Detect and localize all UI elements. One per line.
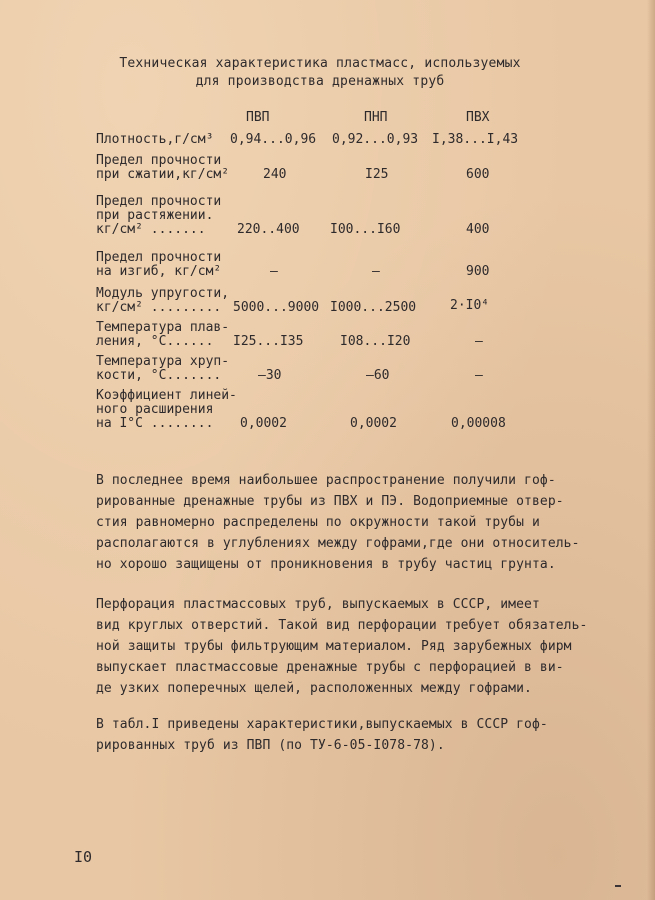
paragraph-2-line-5: де узких поперечных щелей, расположенных между гофрами. — [96, 681, 532, 696]
cell-expansion-pvh: 0,00008 — [451, 416, 506, 431]
cell-bending-pvp: – — [270, 264, 278, 279]
cell-density-pvp: 0,94...0,96 — [230, 132, 317, 147]
table-title-line-1: Техническая характеристика пластмасс, используемых — [119, 56, 521, 71]
row-label-tensile-1: Предел прочности — [96, 194, 222, 209]
row-label-compression-1: Предел прочности — [96, 153, 222, 168]
page-edge-shadow — [647, 0, 655, 900]
cell-melting-pvp: I25...I35 — [233, 334, 304, 349]
cell-compression-pvp: 240 — [263, 167, 287, 182]
paragraph-1-line-4: располагаются в углублениях между гофрами,где они относитель- — [96, 536, 580, 551]
cell-tensile-pnp: I00...I60 — [330, 222, 401, 237]
cell-brittle-pvp: –30 — [258, 368, 282, 383]
column-header-pvh: ПВХ — [466, 110, 490, 125]
paragraph-3-line-1: В табл.I приведены характеристики,выпускаемых в СССР гоф- — [96, 717, 548, 732]
row-label-compression-2: при сжатии,кг/см² — [96, 167, 230, 182]
row-label-tensile-2: при растяжении. — [96, 208, 214, 223]
paragraph-2-line-4: выпускает пластмассовые дренажные трубы с перфорацией в ви- — [96, 660, 564, 675]
cell-expansion-pvp: 0,0002 — [240, 416, 287, 431]
column-header-pnp: ПНП — [364, 110, 388, 125]
page-number: I0 — [74, 848, 93, 866]
row-label-modulus-1: Модуль упругости, — [96, 286, 230, 301]
cell-brittle-pnp: –60 — [366, 368, 390, 383]
row-label-expansion-2: ного расширения — [96, 402, 214, 417]
cell-melting-pvh: – — [475, 334, 483, 349]
cell-compression-pvh: 600 — [466, 167, 490, 182]
cell-compression-pnp: I25 — [365, 167, 389, 182]
row-label-tensile-3: кг/см² ....... — [96, 222, 206, 237]
cell-modulus-pnp: I000...2500 — [330, 300, 417, 315]
table-title-line-2: для производства дренажных труб — [195, 74, 445, 89]
row-label-bending-1: Предел прочности — [96, 250, 222, 265]
margin-mark — [615, 885, 621, 887]
cell-modulus-pvp: 5000...9000 — [233, 300, 320, 315]
paragraph-2-line-2: вид круглых отверстий. Такой вид перфорации требует обязатель- — [96, 618, 588, 633]
cell-brittle-pvh: – — [475, 368, 483, 383]
row-label-brittle-2: кости, °С....... — [96, 368, 222, 383]
row-label-expansion-1: Коэффициент линей- — [96, 388, 237, 403]
cell-bending-pnp: – — [372, 264, 380, 279]
cell-bending-pvh: 900 — [466, 264, 490, 279]
cell-expansion-pnp: 0,0002 — [350, 416, 397, 431]
cell-tensile-pvh: 400 — [466, 222, 490, 237]
paragraph-1-line-2: рированные дренажные трубы из ПВХ и ПЭ. Водоприемные отвер- — [96, 494, 564, 509]
cell-tensile-pvp: 220..400 — [237, 222, 300, 237]
row-label-brittle-1: Температура хруп- — [96, 354, 230, 369]
column-header-pvp: ПВП — [246, 110, 270, 125]
row-label-modulus-2: кг/см² ......... — [96, 300, 222, 315]
paragraph-1-line-3: стия равномерно распределены по окружности такой трубы и — [96, 515, 540, 530]
row-label-melting-2: ления, °С...... — [96, 334, 214, 349]
row-label-melting-1: Температура плав- — [96, 320, 230, 335]
cell-modulus-pvh: 2·I0⁴ — [450, 298, 490, 313]
paragraph-3-line-2: рированных труб из ПВП (по ТУ-6-05-I078-78). — [96, 738, 445, 753]
row-label-expansion-3: на I°С ........ — [96, 416, 214, 431]
paragraph-2-line-1: Перфорация пластмассовых труб, выпускаемых в СССР, имеет — [96, 597, 540, 612]
row-label-bending-2: на изгиб, кг/см² — [96, 264, 222, 279]
row-label-density: Плотность,г/см³ — [96, 132, 214, 147]
cell-density-pnp: 0,92...0,93 — [332, 132, 419, 147]
paragraph-1-line-1: В последнее время наибольшее распространение получили гоф- — [96, 473, 556, 488]
paragraph-2-line-3: ной защиты трубы фильтрующим материалом. Ряд зарубежных фирм — [96, 639, 572, 654]
cell-melting-pnp: I08...I20 — [340, 334, 411, 349]
paragraph-1-line-5: но хорошо защищены от проникновения в трубу частиц грунта. — [96, 557, 556, 572]
cell-density-pvh: I,38...I,43 — [432, 132, 519, 147]
